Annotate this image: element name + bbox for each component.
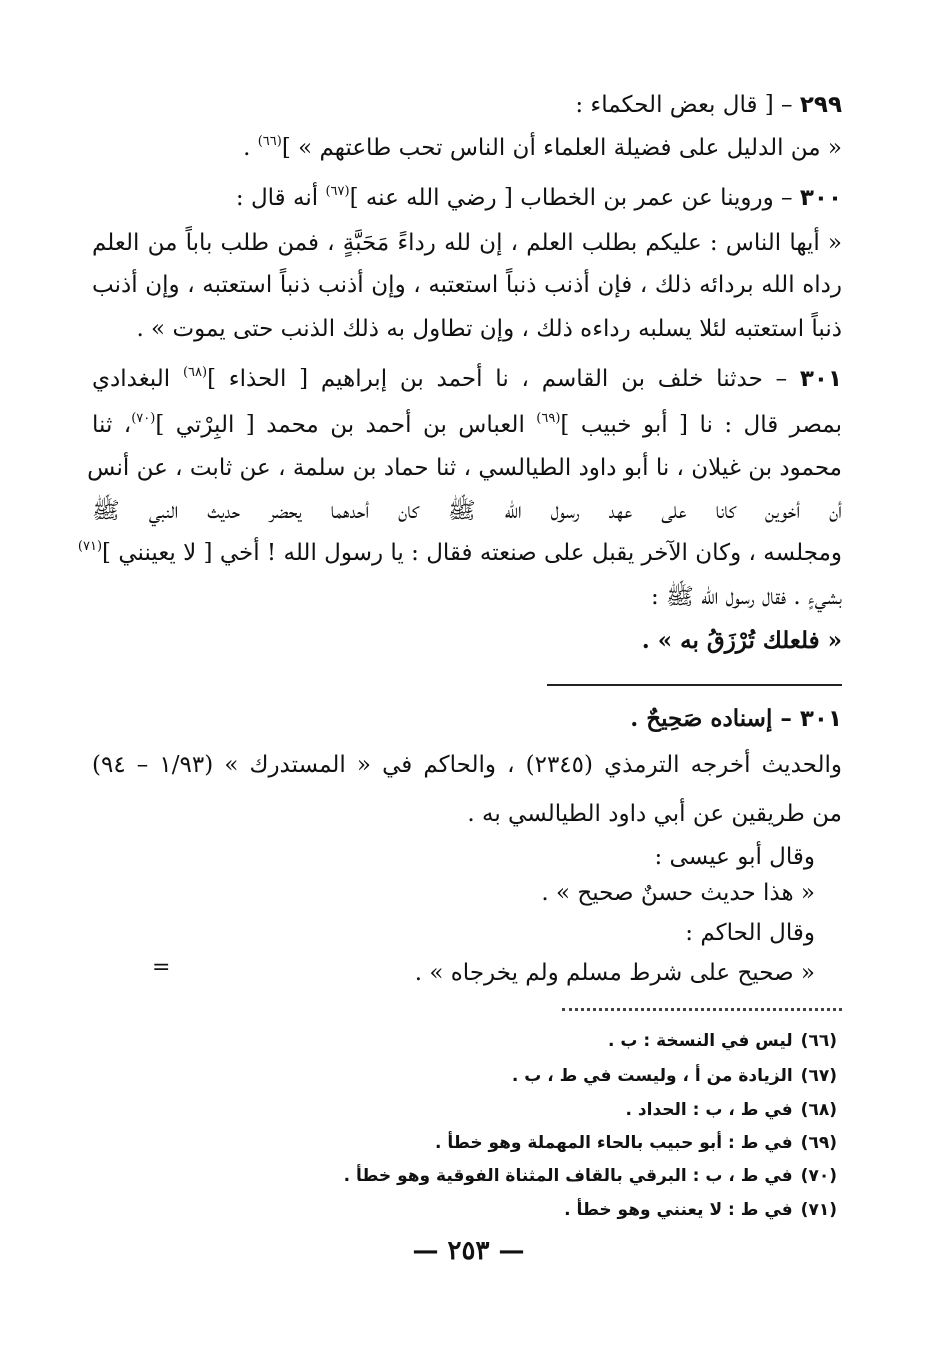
entry-301-line-2: بمصر قال : نا [ أبو خبيب ]$^{(٦٩)}$ العباس بن أحمد بن محمد [ البِرْتي ]$^{(٧٠)}$، ثنا <box>92 411 843 438</box>
entry-301-line-7: « فلعلك تُرْزَقُ به » . <box>641 627 842 654</box>
entry-301-line-3: محمود بن غيلان ، نا أبو داود الطيالسي ، ثنا حماد بن سلمة ، عن ثابت ، عن أنس <box>87 455 842 481</box>
footnote-67: (٦٧)الزيادة من أ ، وليست في ط ، ب . <box>511 1066 837 1086</box>
footnote-ref-69: (٦٩) <box>536 411 561 426</box>
footnote-ref-67: (٦٧) <box>325 184 350 199</box>
entry-301-line-1: ٣٠١ – حدثنا خلف بن القاسم ، نا أحمد بن إبراهيم [ الحذاء ]$^{(٦٨)}$ البغدادي <box>92 365 843 392</box>
commentary-number: ٣٠١ <box>799 706 842 732</box>
commentary-line-2: من طريقين عن أبي داود الطيالسي به . <box>467 801 842 827</box>
entry-301-number: ٣٠١ <box>799 366 843 392</box>
commentary-line-4: « هذا حديث حسنٌ صحيح » . <box>541 880 815 906</box>
entry-300-line-3: رداه الله بردائه ذلك ، فإن أذنب ذنباً استعتبه ، وإن أذنب ذنباً استعتبه ، وإن أذنب <box>92 272 842 298</box>
footnote-70: (٧٠)في ط ، ب : البرقي بالقاف المثناة الفوقية وهو خطأ . <box>343 1166 837 1186</box>
page-number: — ٢٥٣ — <box>412 1236 525 1266</box>
footnote-separator <box>562 1008 842 1011</box>
footnote-ref-66: (٦٦) <box>257 134 282 149</box>
footnote-ref-71: (٧١) <box>77 539 103 554</box>
footnote-68: (٦٨)في ط ، ب : الحداد . <box>625 1100 837 1120</box>
entry-299-line-1: ٢٩٩ – [ قال بعض الحكماء : <box>575 92 842 118</box>
footnote-69: (٦٩)في ط : أبو حبيب بالحاء المهملة وهو خطأ . <box>435 1133 837 1153</box>
entry-301-line-6: بشيءٍ . فقال رسول الله ﷺ : <box>650 584 842 610</box>
commentary-line-5: وقال الحاكم : <box>685 920 815 946</box>
footnote-66: (٦٦)ليس في النسخة : ب . <box>608 1031 837 1051</box>
commentary-line-1: والحديث أخرجه الترمذي (٢٣٤٥) ، والحاكم في « المستدرك » (١/٩٣ – ٩٤) <box>92 752 842 778</box>
commentary-line-6: « صحيح على شرط مسلم ولم يخرجاه » . <box>414 960 815 986</box>
entry-300-line-2: « أيها الناس : عليكم بطلب العلم ، إن لله رداءً مَحَبَّةٍ ، فمن طلب باباً من العلم <box>92 230 842 256</box>
footnote-71: (٧١)في ط : لا يعنني وهو خطأ . <box>564 1200 837 1220</box>
entry-299-line-2: « من الدليل على فضيلة العلماء أن الناس تحب طاعتهم » ]$^{(٦٦)}$ . <box>243 134 842 161</box>
section-divider <box>547 684 842 686</box>
commentary-line-3: وقال أبو عيسى : <box>654 844 815 870</box>
entry-301-line-4: أن أخوين كانا على عهد رسول الله ﷺ كان أحدهما يحضر حديث النبي ﷺ <box>92 498 842 524</box>
footnote-ref-68: (٦٨) <box>182 365 208 380</box>
footnote-ref-70: (٧٠) <box>131 411 156 426</box>
continuation-mark: = <box>152 955 171 980</box>
commentary-heading: ٣٠١ – إسناده صَحِيحٌ . <box>630 705 842 732</box>
entry-300-line-4: ذنباً استعتبه لئلا يسلبه رداءه ذلك ، وإن تطاول به ذلك الذنب حتى يموت » . <box>136 316 842 342</box>
entry-300-line-1: ٣٠٠ – وروينا عن عمر بن الخطاب [ رضي الله عنه ]$^{(٦٧)}$ أنه قال : <box>235 184 842 211</box>
entry-300-number: ٣٠٠ <box>799 185 842 211</box>
entry-301-line-5: ومجلسه ، وكان الآخر يقبل على صنعته فقال : يا رسول الله ! أخي [ لا يعينني ]$^{(٧١)}$ <box>77 539 842 566</box>
entry-299-number: ٢٩٩ <box>799 92 842 118</box>
